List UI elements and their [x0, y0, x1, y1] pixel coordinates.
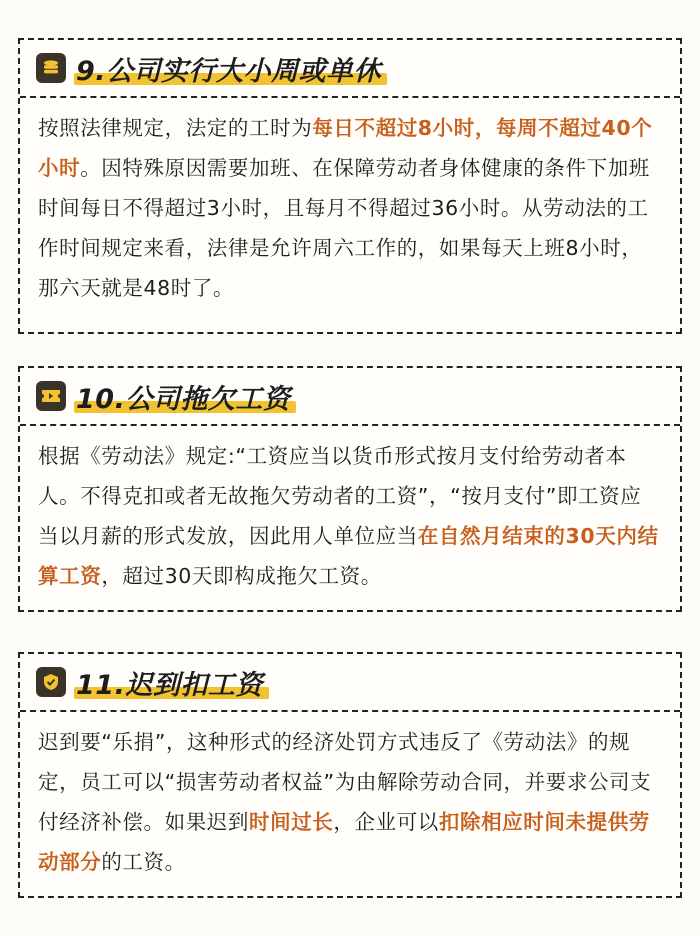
- section-card-9: [18, 38, 682, 334]
- section-body: [20, 426, 680, 596]
- body-text: 按照法律规定，法定的工时为: [38, 116, 313, 140]
- shield-check-icon: [36, 667, 66, 697]
- highlight-text: 在自然月结束的30天内结算工资: [38, 524, 659, 588]
- coins-icon: [36, 53, 66, 83]
- section-title: 9.公司实行大小周或单休: [76, 55, 382, 87]
- highlight-text: 每日不超过8小时，每周不超过40个小时: [38, 116, 653, 180]
- section-title: 10.公司拖欠工资: [76, 383, 291, 415]
- section-header: [20, 368, 680, 424]
- body-text: ，企业可以: [333, 810, 439, 834]
- section-body: [20, 712, 680, 882]
- body-text: 迟到要“乐捐”，这种形式的经济处罚方式违反了《劳动法》的规定，员工可以“损害劳动者权益”为由解除劳动合同，并要求公司支付经济补偿。如果迟到: [38, 730, 652, 834]
- section-card-11: [18, 652, 682, 898]
- highlight-text: 时间过长: [249, 810, 334, 834]
- section-header: [20, 654, 680, 710]
- section-header: [20, 40, 680, 96]
- body-text: ，超过30天即构成拖欠工资。: [101, 564, 382, 588]
- ticket-icon: [36, 381, 66, 411]
- body-text: 根据《劳动法》规定:“工资应当以货币形式按月支付给劳动者本人。不得克扣或者无故拖欠劳动者的工资”，“按月支付”即工资应当以月薪的形式发放，因此用人单位应当: [38, 444, 642, 548]
- section-card-10: [18, 366, 682, 612]
- body-text: 的工资。: [101, 850, 186, 874]
- body-text: 。因特殊原因需要加班、在保障劳动者身体健康的条件下加班时间每日不得超过3小时，且每月不得超过36小时。从劳动法的工作时间规定来看，法律是允许周六工作的，如果每天上班8小时，那六天就是48时了。: [38, 156, 650, 300]
- section-title: 11.迟到扣工资: [76, 669, 263, 701]
- section-body: [20, 98, 680, 308]
- highlight-text: 扣除相应时间未提供劳动部分: [38, 810, 650, 874]
